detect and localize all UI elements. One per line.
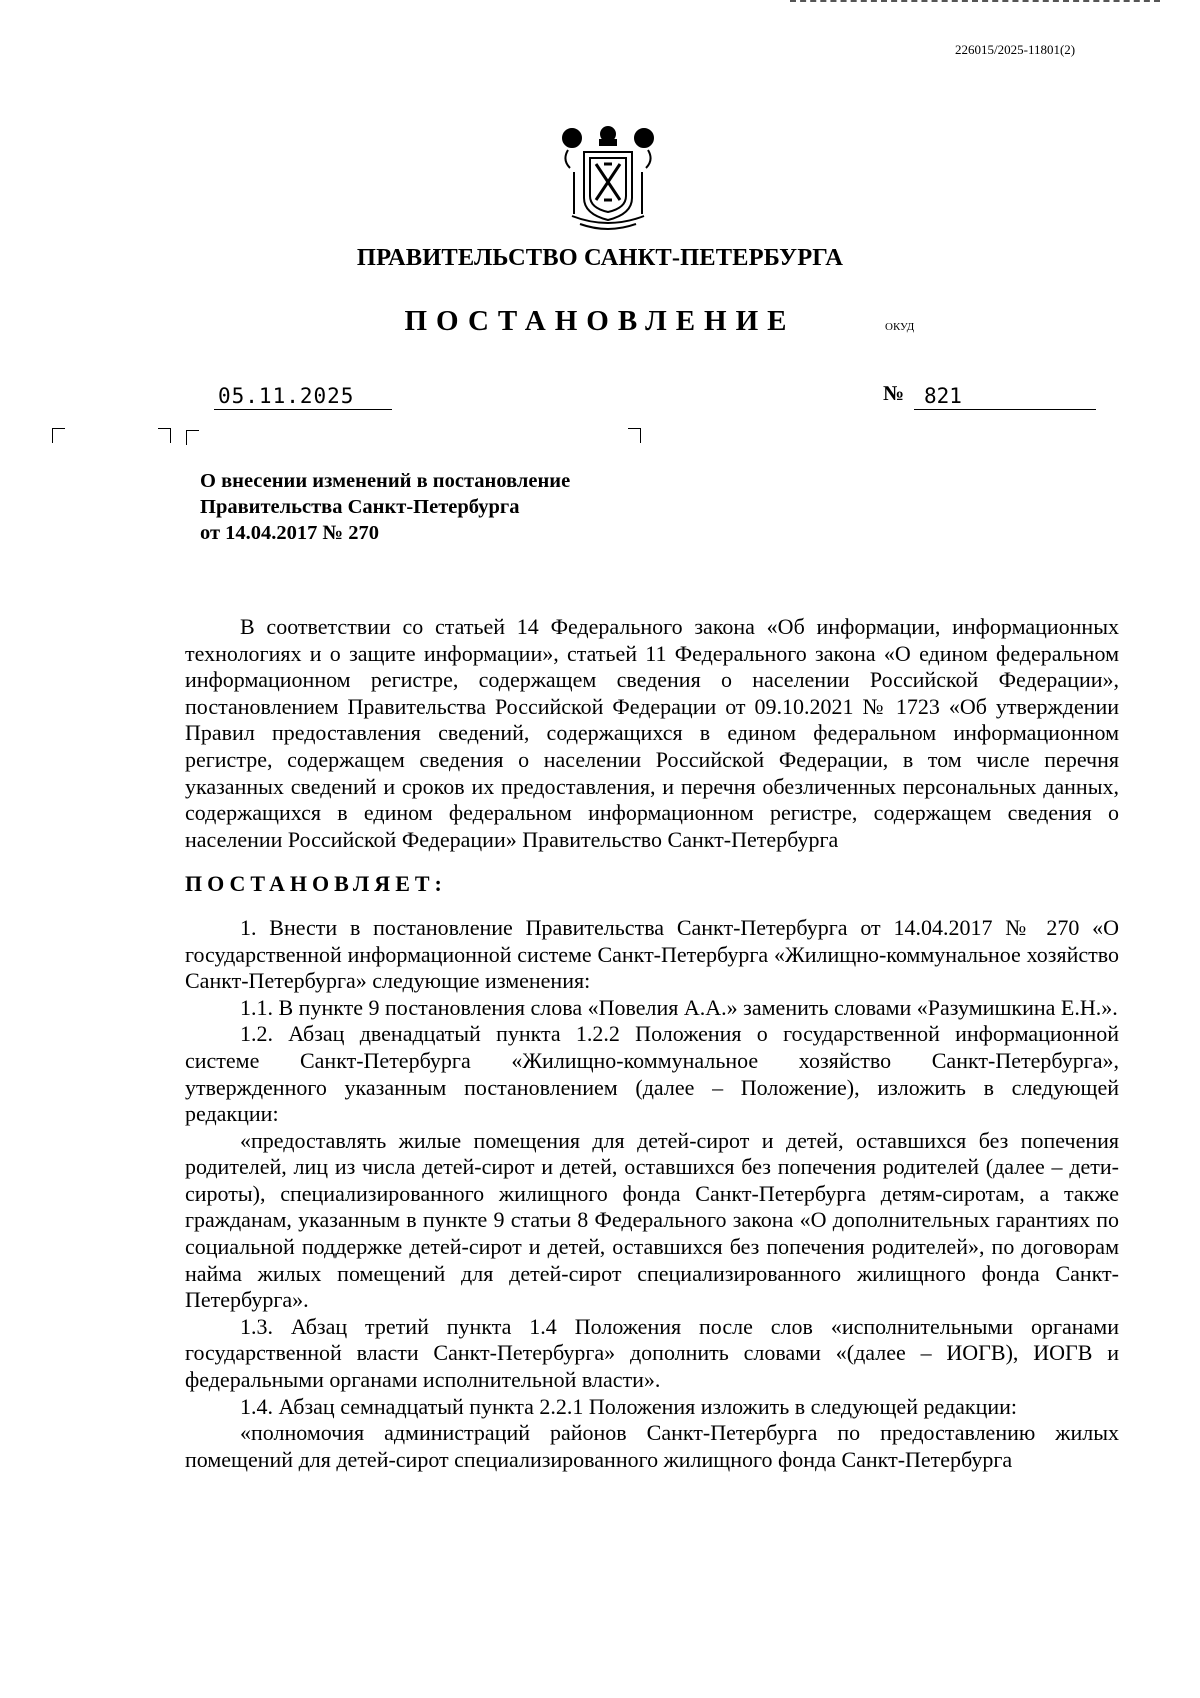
item-1-2-quote: «предоставлять жилые помещения для детей-сирот и детей, оставшихся без попечения родителей, лиц из числа детей-сирот и детей, оставшихся без попечения родителей (далее – дети-сироты), специализированного жилищного фонда Санкт-Петербурга детям-сиротам, а также гражданам, указанным в пункте 9 статьи 8 Федерального закона «О дополнительных гарантиях по социальной поддержке детей-сирот и детей, оставшихся без попечения родителей», по договорам найма жилых помещений для детей-сирот специализированного жилищного фонда Санкт-Петербурга». [185,1127,1119,1313]
corner-mark-subject-left [158,428,171,443]
document-subject: О внесении изменений в постановление Правительства Санкт-Петербурга от 14.04.2017 № 270 [200,470,571,544]
item-1-4: 1.4. Абзац семнадцатый пункта 2.2.1 Положения изложить в следующей редакции: [240,1393,1018,1419]
item-1-1: 1.1. В пункте 9 постановления слова «Повелия А.А.» заменить словами «Разумишкина Е.Н.». [240,994,1118,1020]
document-body [185,614,1119,1473]
corner-mark-left [52,428,65,443]
number-label: № [883,381,905,405]
item-1: 1. Внести в постановление Правительства Санкт-Петербурга от 14.04.2017 № 270 «О государственной информационной системе Санкт-Петербурга «Жилищно-коммунальное хозяйство Санкт-Петербурга» следующие изменения: [185,914,1119,994]
okud-label: ОКУД [885,321,915,333]
item-1-2: 1.2. Абзац двенадцатый пункта 1.2.2 Положения о государственной информационной системе Санкт-Петербурга «Жилищно-коммунальное хозяйство Санкт-Петербурга», утвержденного указанным постановлением (далее – Положение), изложить в следующей редакции: [185,1021,1119,1127]
document-type: ПОСТАНОВЛЕНИЕ [404,305,796,337]
coat-of-arms-icon [560,124,656,236]
resolves-heading: ПОСТАНОВЛЯЕТ: [185,871,447,897]
document-number: 821 [914,383,1096,410]
document-date: 05.11.2025 [214,383,392,410]
preamble-paragraph: В соответствии со статьей 14 Федерального закона «Об информации, информационных технологиях и о защите информации», статьей 11 Федерального закона «О едином федеральном информационном регистре, содержащем сведения о населении Российской Федерации», постановлением Правительства Российской Федерации от 09.10.2021 № 1723 «Об утверждении Правил предоставления сведений, содержащихся в едином федеральном информационном регистре, содержащем сведения о населении Российской Федерации, в том числе перечня указанных сведений и сроков их предоставления, и перечня обезличенных персональных данных, содержащихся в едином федеральном информационном регистре, содержащем сведения о населении Российской Федерации» Правительство Санкт-Петербурга [185,614,1119,852]
item-1-3: 1.3. Абзац третий пункта 1.4 Положения после слов «исполнительными органами государственной власти Санкт-Петербурга» дополнить словами «(далее – ИОГВ), ИОГВ и федеральными органами исполнительной власти». [185,1313,1119,1393]
corner-mark-subject-right [628,428,641,443]
government-name: ПРАВИТЕЛЬСТВО САНКТ-ПЕТЕРБУРГА [356,244,844,271]
registration-number: 226015/2025-11801(2) [955,42,1076,57]
corner-mark-subject-left-inner [186,430,199,445]
scan-top-line [790,0,1160,8]
item-1-4-quote: «полномочия администраций районов Санкт-Петербурга по предоставлению жилых помещений для детей-сирот специализированного жилищного фонда Санкт-Петербурга [185,1420,1119,1472]
